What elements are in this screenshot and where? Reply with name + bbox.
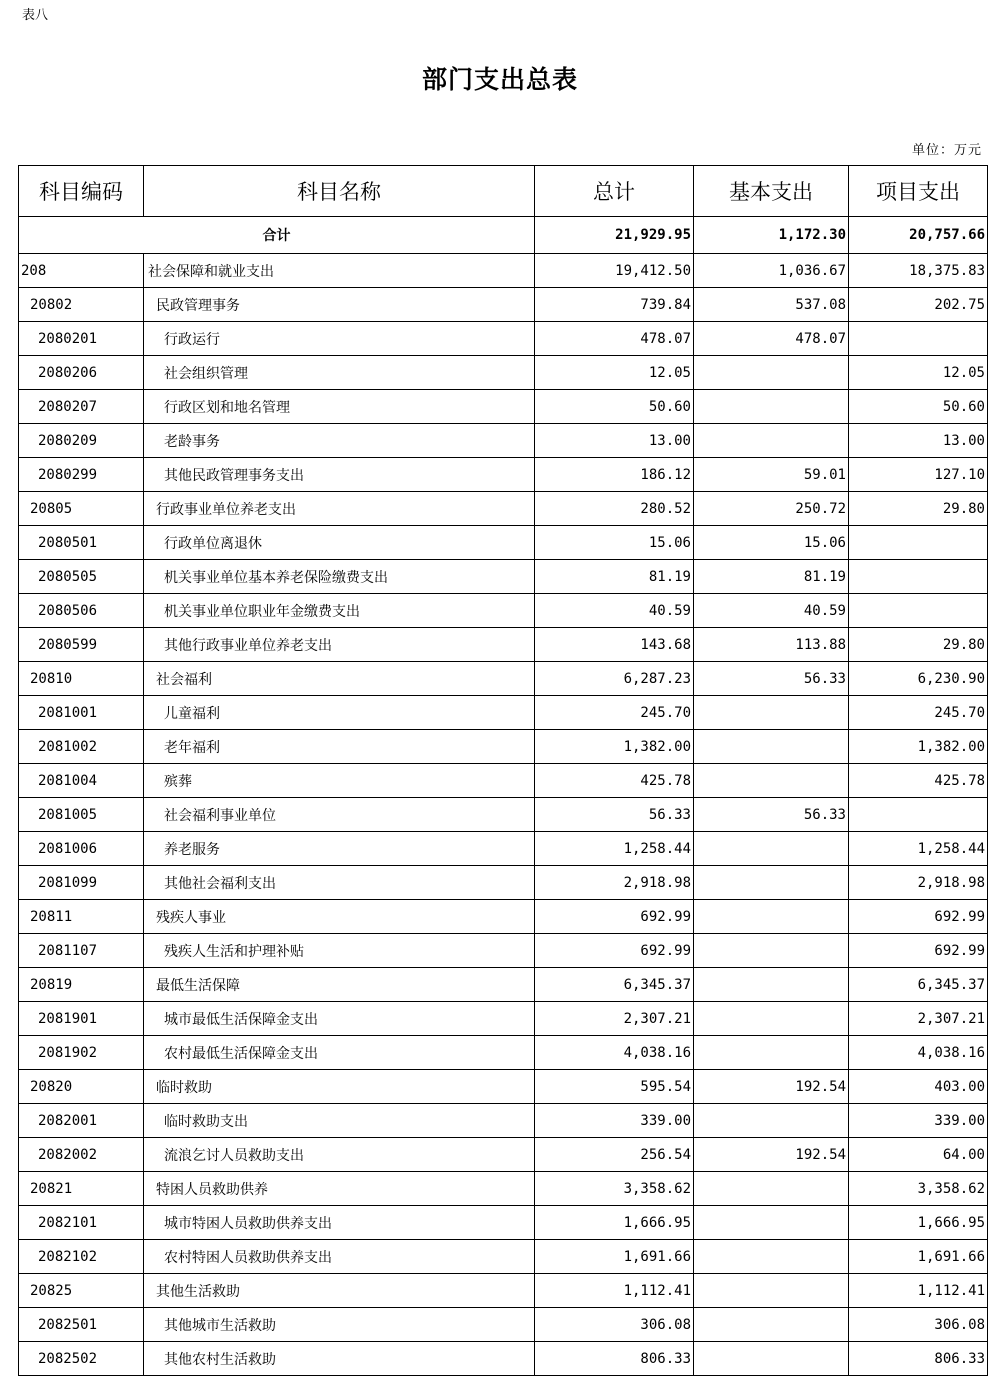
basic-cell <box>694 866 849 900</box>
code-cell: 2080207 <box>19 390 144 424</box>
header-project: 项目支出 <box>849 166 988 217</box>
name-cell: 其他农村生活救助 <box>144 1342 535 1376</box>
table-row <box>19 1036 988 1070</box>
basic-cell: 59.01 <box>694 458 849 492</box>
table-row <box>19 1206 988 1240</box>
table-row <box>19 288 988 322</box>
table-header-row <box>19 166 988 217</box>
project-cell: 806.33 <box>849 1342 988 1376</box>
code-cell: 20802 <box>19 288 144 322</box>
code-cell: 2082501 <box>19 1308 144 1342</box>
table-row <box>19 458 988 492</box>
total-cell: 12.05 <box>535 356 694 390</box>
table-row <box>19 1002 988 1036</box>
project-cell: 403.00 <box>849 1070 988 1104</box>
project-cell: 29.80 <box>849 628 988 662</box>
name-cell: 儿童福利 <box>144 696 535 730</box>
name-cell: 特困人员救助供养 <box>144 1172 535 1206</box>
table-row <box>19 1274 988 1308</box>
project-cell: 1,666.95 <box>849 1206 988 1240</box>
total-cell: 1,382.00 <box>535 730 694 764</box>
code-cell: 20821 <box>19 1172 144 1206</box>
total-cell: 2,918.98 <box>535 866 694 900</box>
project-cell <box>849 560 988 594</box>
total-label: 合计 <box>19 217 535 254</box>
code-cell: 2080505 <box>19 560 144 594</box>
name-cell: 行政区划和地名管理 <box>144 390 535 424</box>
code-cell: 2080201 <box>19 322 144 356</box>
name-cell: 临时救助支出 <box>144 1104 535 1138</box>
table-row <box>19 1172 988 1206</box>
table-row <box>19 1308 988 1342</box>
basic-cell <box>694 1172 849 1206</box>
table-row <box>19 424 988 458</box>
code-cell: 208 <box>19 254 144 288</box>
table-number: 表八 <box>22 8 49 23</box>
code-cell: 2082102 <box>19 1240 144 1274</box>
project-cell: 64.00 <box>849 1138 988 1172</box>
code-cell: 20810 <box>19 662 144 696</box>
code-cell: 2080501 <box>19 526 144 560</box>
table-row <box>19 322 988 356</box>
project-cell <box>849 594 988 628</box>
project-cell: 12.05 <box>849 356 988 390</box>
table-row <box>19 492 988 526</box>
name-cell: 行政运行 <box>144 322 535 356</box>
project-cell: 2,918.98 <box>849 866 988 900</box>
name-cell: 流浪乞讨人员救助支出 <box>144 1138 535 1172</box>
code-cell: 20820 <box>19 1070 144 1104</box>
name-cell: 农村特困人员救助供养支出 <box>144 1240 535 1274</box>
header-basic: 基本支出 <box>694 166 849 217</box>
basic-cell <box>694 1308 849 1342</box>
name-cell: 行政事业单位养老支出 <box>144 492 535 526</box>
basic-cell <box>694 1036 849 1070</box>
code-cell: 2082002 <box>19 1138 144 1172</box>
basic-cell <box>694 730 849 764</box>
name-cell: 其他生活救助 <box>144 1274 535 1308</box>
project-cell: 1,112.41 <box>849 1274 988 1308</box>
table-row <box>19 968 988 1002</box>
table-row <box>19 1342 988 1376</box>
code-cell: 2082001 <box>19 1104 144 1138</box>
code-cell: 2081002 <box>19 730 144 764</box>
basic-cell: 250.72 <box>694 492 849 526</box>
basic-cell: 192.54 <box>694 1070 849 1104</box>
total-cell: 19,412.50 <box>535 254 694 288</box>
project-cell: 425.78 <box>849 764 988 798</box>
total-cell: 245.70 <box>535 696 694 730</box>
basic-cell <box>694 1342 849 1376</box>
project-cell: 692.99 <box>849 934 988 968</box>
project-cell: 4,038.16 <box>849 1036 988 1070</box>
name-cell: 殡葬 <box>144 764 535 798</box>
basic-cell: 478.07 <box>694 322 849 356</box>
total-cell: 425.78 <box>535 764 694 798</box>
table-row <box>19 526 988 560</box>
basic-cell <box>694 1002 849 1036</box>
code-cell: 2082101 <box>19 1206 144 1240</box>
name-cell: 城市特困人员救助供养支出 <box>144 1206 535 1240</box>
basic-cell: 81.19 <box>694 560 849 594</box>
name-cell: 民政管理事务 <box>144 288 535 322</box>
code-cell: 2081901 <box>19 1002 144 1036</box>
total-cell: 739.84 <box>535 288 694 322</box>
total-cell: 56.33 <box>535 798 694 832</box>
basic-cell <box>694 696 849 730</box>
total-cell: 40.59 <box>535 594 694 628</box>
total-cell: 186.12 <box>535 458 694 492</box>
project-cell: 1,691.66 <box>849 1240 988 1274</box>
page-title: 部门支出总表 <box>421 65 578 94</box>
project-cell: 692.99 <box>849 900 988 934</box>
code-cell: 20811 <box>19 900 144 934</box>
table-row <box>19 866 988 900</box>
total-cell: 1,691.66 <box>535 1240 694 1274</box>
basic-cell <box>694 934 849 968</box>
table-row <box>19 900 988 934</box>
name-cell: 社会福利事业单位 <box>144 798 535 832</box>
basic-cell <box>694 1274 849 1308</box>
basic-cell: 113.88 <box>694 628 849 662</box>
table-row <box>19 696 988 730</box>
name-cell: 其他行政事业单位养老支出 <box>144 628 535 662</box>
total-cell: 692.99 <box>535 934 694 968</box>
basic-cell <box>694 832 849 866</box>
project-cell <box>849 526 988 560</box>
table-row <box>19 560 988 594</box>
basic-cell: 192.54 <box>694 1138 849 1172</box>
total-basic: 1,172.30 <box>694 217 849 254</box>
table-row <box>19 1070 988 1104</box>
table-row <box>19 628 988 662</box>
basic-cell <box>694 1104 849 1138</box>
project-cell: 245.70 <box>849 696 988 730</box>
basic-cell: 40.59 <box>694 594 849 628</box>
total-cell: 806.33 <box>535 1342 694 1376</box>
code-cell: 2080206 <box>19 356 144 390</box>
table-row <box>19 730 988 764</box>
unit-label: 单位：万元 <box>911 143 982 158</box>
table-row <box>19 798 988 832</box>
total-sum: 21,929.95 <box>535 217 694 254</box>
total-cell: 3,358.62 <box>535 1172 694 1206</box>
basic-cell <box>694 356 849 390</box>
table-row <box>19 594 988 628</box>
name-cell: 其他民政管理事务支出 <box>144 458 535 492</box>
total-cell: 280.52 <box>535 492 694 526</box>
basic-cell <box>694 968 849 1002</box>
name-cell: 机关事业单位基本养老保险缴费支出 <box>144 560 535 594</box>
table-row <box>19 356 988 390</box>
header-total: 总计 <box>535 166 694 217</box>
total-cell: 692.99 <box>535 900 694 934</box>
project-cell: 29.80 <box>849 492 988 526</box>
code-cell: 2080299 <box>19 458 144 492</box>
total-cell: 143.68 <box>535 628 694 662</box>
table-row <box>19 1138 988 1172</box>
total-cell: 4,038.16 <box>535 1036 694 1070</box>
total-cell: 595.54 <box>535 1070 694 1104</box>
code-cell: 2081099 <box>19 866 144 900</box>
code-cell: 2080506 <box>19 594 144 628</box>
total-cell: 2,307.21 <box>535 1002 694 1036</box>
table-row <box>19 390 988 424</box>
code-cell: 20819 <box>19 968 144 1002</box>
basic-cell <box>694 1206 849 1240</box>
basic-cell <box>694 764 849 798</box>
project-cell: 2,307.21 <box>849 1002 988 1036</box>
total-cell: 1,666.95 <box>535 1206 694 1240</box>
project-cell: 127.10 <box>849 458 988 492</box>
total-row <box>19 217 988 254</box>
code-cell: 20825 <box>19 1274 144 1308</box>
name-cell: 机关事业单位职业年金缴费支出 <box>144 594 535 628</box>
basic-cell <box>694 424 849 458</box>
project-cell: 6,345.37 <box>849 968 988 1002</box>
basic-cell <box>694 390 849 424</box>
table-row <box>19 832 988 866</box>
project-cell: 50.60 <box>849 390 988 424</box>
total-cell: 81.19 <box>535 560 694 594</box>
project-cell: 13.00 <box>849 424 988 458</box>
table-row <box>19 764 988 798</box>
code-cell: 2080209 <box>19 424 144 458</box>
code-cell: 2082502 <box>19 1342 144 1376</box>
basic-cell: 1,036.67 <box>694 254 849 288</box>
project-cell <box>849 322 988 356</box>
header-code: 科目编码 <box>19 166 144 217</box>
basic-cell: 15.06 <box>694 526 849 560</box>
name-cell: 养老服务 <box>144 832 535 866</box>
code-cell: 2081107 <box>19 934 144 968</box>
name-cell: 其他社会福利支出 <box>144 866 535 900</box>
project-cell: 18,375.83 <box>849 254 988 288</box>
name-cell: 行政单位离退休 <box>144 526 535 560</box>
table-row <box>19 1104 988 1138</box>
total-cell: 1,258.44 <box>535 832 694 866</box>
code-cell: 2081006 <box>19 832 144 866</box>
total-cell: 6,287.23 <box>535 662 694 696</box>
name-cell: 老龄事务 <box>144 424 535 458</box>
name-cell: 社会福利 <box>144 662 535 696</box>
header-name: 科目名称 <box>144 166 535 217</box>
name-cell: 其他城市生活救助 <box>144 1308 535 1342</box>
project-cell: 1,258.44 <box>849 832 988 866</box>
table-row <box>19 934 988 968</box>
total-project: 20,757.66 <box>849 217 988 254</box>
total-cell: 256.54 <box>535 1138 694 1172</box>
name-cell: 社会组织管理 <box>144 356 535 390</box>
name-cell: 残疾人事业 <box>144 900 535 934</box>
name-cell: 城市最低生活保障金支出 <box>144 1002 535 1036</box>
total-cell: 339.00 <box>535 1104 694 1138</box>
total-cell: 6,345.37 <box>535 968 694 1002</box>
basic-cell <box>694 1240 849 1274</box>
project-cell: 6,230.90 <box>849 662 988 696</box>
table-row <box>19 1240 988 1274</box>
total-cell: 15.06 <box>535 526 694 560</box>
project-cell: 202.75 <box>849 288 988 322</box>
code-cell: 2081004 <box>19 764 144 798</box>
project-cell: 1,382.00 <box>849 730 988 764</box>
code-cell: 2080599 <box>19 628 144 662</box>
total-cell: 50.60 <box>535 390 694 424</box>
expenditure-table <box>18 165 988 1376</box>
name-cell: 临时救助 <box>144 1070 535 1104</box>
code-cell: 2081001 <box>19 696 144 730</box>
name-cell: 残疾人生活和护理补贴 <box>144 934 535 968</box>
table-row <box>19 254 988 288</box>
project-cell <box>849 798 988 832</box>
basic-cell: 56.33 <box>694 662 849 696</box>
name-cell: 社会保障和就业支出 <box>144 254 535 288</box>
code-cell: 2081902 <box>19 1036 144 1070</box>
basic-cell <box>694 900 849 934</box>
name-cell: 最低生活保障 <box>144 968 535 1002</box>
project-cell: 3,358.62 <box>849 1172 988 1206</box>
project-cell: 306.08 <box>849 1308 988 1342</box>
total-cell: 1,112.41 <box>535 1274 694 1308</box>
total-cell: 478.07 <box>535 322 694 356</box>
basic-cell: 537.08 <box>694 288 849 322</box>
total-cell: 306.08 <box>535 1308 694 1342</box>
name-cell: 农村最低生活保障金支出 <box>144 1036 535 1070</box>
name-cell: 老年福利 <box>144 730 535 764</box>
table-row <box>19 662 988 696</box>
total-cell: 13.00 <box>535 424 694 458</box>
code-cell: 2081005 <box>19 798 144 832</box>
code-cell: 20805 <box>19 492 144 526</box>
project-cell: 339.00 <box>849 1104 988 1138</box>
basic-cell: 56.33 <box>694 798 849 832</box>
